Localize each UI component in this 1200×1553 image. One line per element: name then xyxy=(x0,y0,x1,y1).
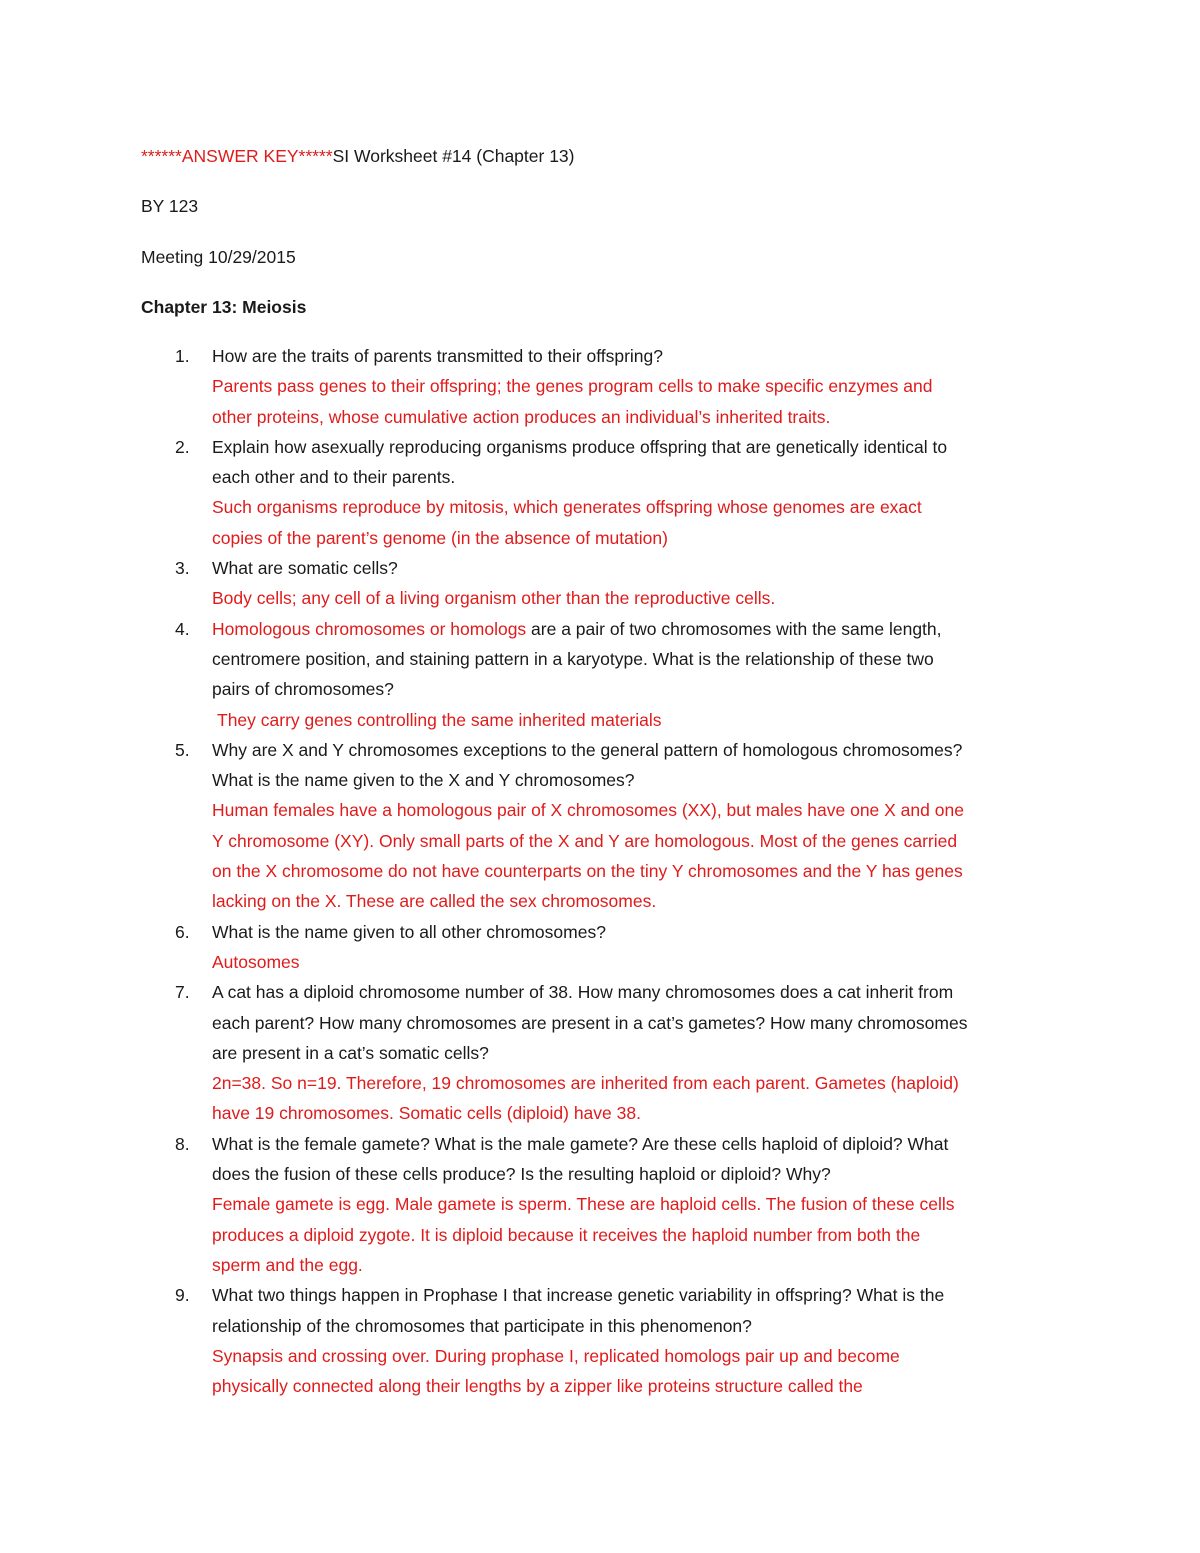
course-code: BY 123 xyxy=(141,196,199,216)
question-text: relationship of the chromosomes that participate in this phenomenon? xyxy=(212,1315,752,1336)
question-number: 5. xyxy=(175,739,190,760)
chapter-heading: Chapter 13: Meiosis xyxy=(141,297,307,317)
question-text: A cat has a diploid chromosome number of 38. How many chromosomes does a cat inherit from xyxy=(212,982,954,1003)
question-item xyxy=(141,977,1071,1128)
question-text-rest: are a pair of two chromosomes with the same length, xyxy=(526,618,942,639)
question-item xyxy=(141,614,1071,735)
page-title xyxy=(141,141,575,171)
answer-text: Body cells; any cell of a living organism other than the reproductive cells. xyxy=(212,588,776,609)
question-number: 8. xyxy=(175,1133,190,1154)
question-text: What is the name given to the X and Y chromosomes? xyxy=(212,770,635,791)
answer-text: They carry genes controlling the same inherited materials xyxy=(217,709,662,730)
question-text: What two things happen in Prophase I that increase genetic variability in offspring? What is the xyxy=(212,1285,945,1306)
meeting-date: Meeting 10/29/2015 xyxy=(141,247,296,267)
question-number: 1. xyxy=(175,346,190,366)
question-text: What are somatic cells? xyxy=(212,558,398,579)
question-number: 6. xyxy=(175,921,190,942)
question-item xyxy=(141,917,1071,978)
question-text xyxy=(212,614,1071,644)
question-number: 3. xyxy=(175,558,190,579)
worksheet-title: SI Worksheet #14 (Chapter 13) xyxy=(332,146,575,166)
answer-text: have 19 chromosomes. Somatic cells (diploid) have 38. xyxy=(212,1103,641,1124)
highlighted-term: Homologous chromosomes or homologs xyxy=(212,618,527,639)
question-text: each other and to their parents. xyxy=(212,467,456,488)
question-item xyxy=(141,735,1071,917)
answer-text: physically connected along their lengths by a zipper like proteins structure called the xyxy=(212,1376,863,1397)
question-text: What is the name given to all other chromosomes? xyxy=(212,921,606,942)
question-list xyxy=(141,341,1071,1401)
answer-text: Synapsis and crossing over. During prophase I, replicated homologs pair up and become xyxy=(212,1345,900,1366)
question-text: Explain how asexually reproducing organisms produce offspring that are genetically identical to xyxy=(212,436,948,457)
answer-text: on the X chromosome do not have counterparts on the tiny Y chromosomes and the Y has genes xyxy=(212,861,963,882)
answer-text: lacking on the X. These are called the sex chromosomes. xyxy=(212,891,657,912)
question-text: pairs of chromosomes? xyxy=(212,679,394,700)
answer-text: produces a diploid zygote. It is diploid because it receives the haploid number from both the xyxy=(212,1224,921,1245)
answer-text: Female gamete is egg. Male gamete is sperm. These are haploid cells. The fusion of these cells xyxy=(212,1194,955,1215)
question-item xyxy=(141,1129,1071,1280)
question-item xyxy=(141,1280,1071,1401)
question-text: How are the traits of parents transmitted to their offspring? xyxy=(212,346,664,366)
question-number: 4. xyxy=(175,618,190,639)
question-item xyxy=(141,553,1071,614)
answer-key-label: ******ANSWER KEY***** xyxy=(141,146,333,166)
question-item xyxy=(141,432,1071,553)
question-text: centromere position, and staining pattern in a karyotype. What is the relationship of these two xyxy=(212,648,934,669)
answer-text: sperm and the egg. xyxy=(212,1254,363,1275)
answer-text: Human females have a homologous pair of X chromosomes (XX), but males have one X and one xyxy=(212,800,964,821)
question-text: What is the female gamete? What is the male gamete? Are these cells haploid of diploid? What xyxy=(212,1133,949,1154)
question-text: each parent? How many chromosomes are present in a cat’s gametes? How many chromosomes xyxy=(212,1012,968,1033)
answer-text: Y chromosome (XY). Only small parts of the X and Y are homologous. Most of the genes carried xyxy=(212,830,958,851)
answer-text: other proteins, whose cumulative action produces an individual’s inherited traits. xyxy=(212,406,831,427)
question-item xyxy=(141,341,1071,432)
answer-text: Autosomes xyxy=(212,951,300,972)
answer-text: 2n=38. So n=19. Therefore, 19 chromosomes are inherited from each parent. Gametes (haploid) xyxy=(212,1073,959,1094)
question-text: Why are X and Y chromosomes exceptions to the general pattern of homologous chromosomes? xyxy=(212,739,963,760)
question-number: 9. xyxy=(175,1285,190,1306)
question-number: 2. xyxy=(175,436,190,457)
answer-text: Parents pass genes to their offspring; the genes program cells to make specific enzymes and xyxy=(212,376,933,397)
answer-text: copies of the parent’s genome (in the absence of mutation) xyxy=(212,527,668,548)
question-number: 7. xyxy=(175,982,190,1003)
question-text: are present in a cat’s somatic cells? xyxy=(212,1042,489,1063)
answer-text: Such organisms reproduce by mitosis, which generates offspring whose genomes are exact xyxy=(212,497,922,518)
question-text: does the fusion of these cells produce? Is the resulting haploid or diploid? Why? xyxy=(212,1164,831,1185)
